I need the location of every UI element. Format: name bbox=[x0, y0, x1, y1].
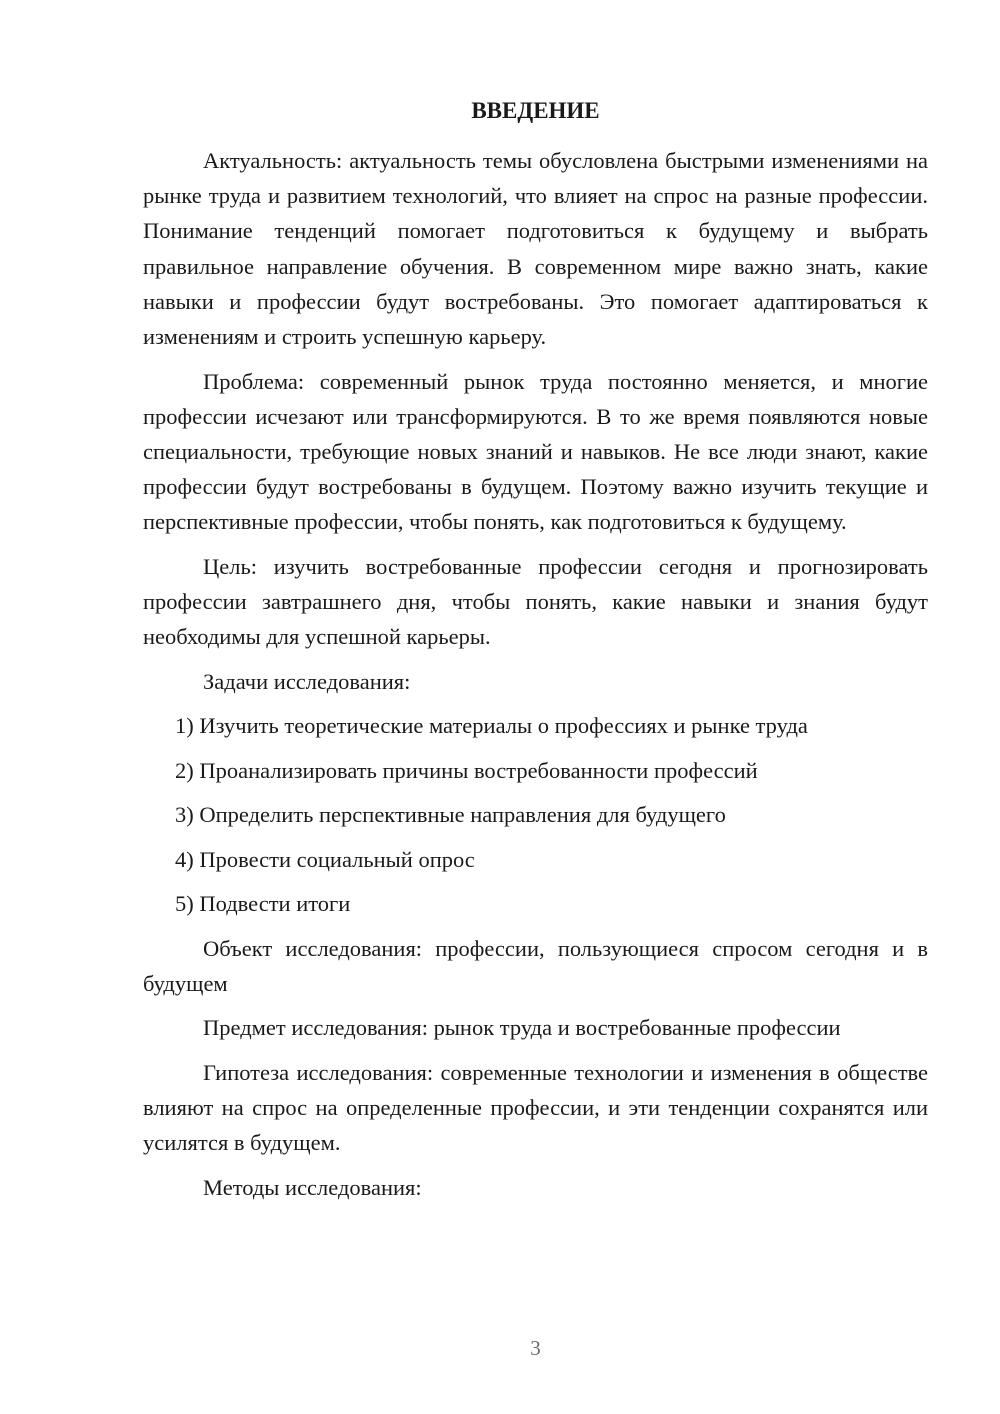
paragraph-tasks-heading: Задачи исследования: bbox=[203, 668, 411, 694]
paragraph-problem: Проблема: современный рынок труда постоянно меняется, и многие профессии исчезают или трансформируются. В то же время появляются новые специальности, требующие новых знаний и навыков. Не все люди знают, какие профессии будут востребованы в будущем. Поэтому важно изучить текущие и перспективные профессии, чтобы понять, как подготовиться к будущему. bbox=[143, 368, 928, 535]
paragraph-goal: Цель: изучить востребованные профессии сегодня и прогнозировать профессии завтрашнего дня, чтобы понять, какие навыки и знания будут необходимы для успешной карьеры. bbox=[143, 553, 928, 650]
task-item-5: 5) Подвести итоги bbox=[175, 891, 351, 917]
document-page bbox=[143, 0, 928, 1414]
paragraph-hypothesis: Гипотеза исследования: современные технологии и изменения в обществе влияют на спрос на определенные профессии, и эти тенденции сохранятся или усилятся в будущем. bbox=[143, 1059, 928, 1156]
paragraph-relevance: Актуальность: актуальность темы обусловлена быстрыми изменениями на рынке труда и развитием технологий, что влияет на спрос на разные профессии. Понимание тенденций помогает подготовиться к будущему и выбрать правильное направление обучения. В современном мире важно знать, какие навыки и профессии будут востребованы. Это помогает адаптироваться к изменениям и строить успешную карьеру. bbox=[143, 148, 928, 350]
task-item-4: 4) Провести социальный опрос bbox=[175, 846, 475, 872]
paragraph-methods: Методы исследования: bbox=[203, 1174, 422, 1200]
paragraph-subject: Предмет исследования: рынок труда и востребованные профессии bbox=[203, 1015, 841, 1041]
paragraph-object: Объект исследования: профессии, пользующиеся спросом сегодня и в будущем bbox=[143, 935, 928, 996]
page-number: 3 bbox=[530, 1336, 541, 1360]
task-item-1: 1) Изучить теоретические материалы о профессиях и рынке труда bbox=[175, 713, 808, 739]
body-text bbox=[143, 143, 928, 1214]
section-heading: ВВЕДЕНИЕ bbox=[471, 98, 600, 123]
task-item-3: 3) Определить перспективные направления для будущего bbox=[175, 802, 726, 828]
task-item-2: 2) Проанализировать причины востребованности профессий bbox=[175, 757, 758, 783]
